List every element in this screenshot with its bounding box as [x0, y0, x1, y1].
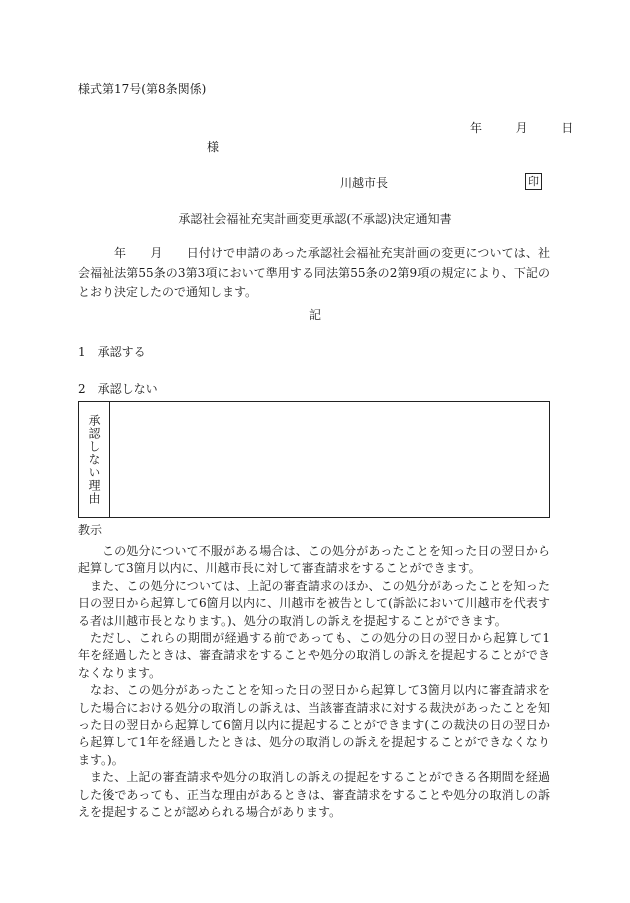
option-approve: 1 承認する	[78, 345, 146, 359]
instruction-paragraph: なお、この処分があったことを知った日の翌日から起算して3箇月以内に審査請求をした場合における処分の取消しの訴えは、当該審査請求に対する裁決があったことを知った日の翌日から起算して6箇月以内に提起することができます(この裁決の日の翌日から起算して1年を経過したときは、処分の取消しの訴えを提起することができなくなります。)。	[78, 683, 550, 767]
date-year: 年	[470, 121, 483, 135]
instruction-title: 教示	[78, 523, 103, 537]
date-day: 日	[561, 121, 574, 135]
form-number: 様式第17号(第8条関係)	[78, 82, 207, 96]
seal-mark: 印	[525, 173, 542, 190]
instruction-paragraph: ただし、これらの期間が経過する前であっても、この処分の日の翌日から起算して1年を経過したときは、審査請求をすることや処分の取消しの訴えを提起することができなくなります。	[78, 631, 550, 680]
addressee-suffix: 様	[207, 140, 220, 154]
date-month: 月	[515, 121, 528, 135]
ki-heading: 記	[308, 308, 321, 322]
reason-label: 承認しない理由	[79, 402, 110, 517]
option-disapprove: 2 承認しない	[78, 382, 158, 396]
intro-paragraph: 年 月 日付けで申請のあった承認社会福祉充実計画の変更については、社会福祉法第55条の3第3項において準用する同法第55条の2第9項の規定により、下記のとおり決定したので通知します。	[78, 246, 550, 299]
reason-content-area[interactable]	[110, 402, 549, 517]
document-title: 承認社会福祉充実計画変更承認(不承認)決定通知書	[178, 212, 452, 226]
instruction-paragraph: また、上記の審査請求や処分の取消しの訴えの提起をすることができる各期間を経過した後であっても、正当な理由があるときは、審査請求をすることや処分の取消しの訴えを提起することが認められる場合があります。	[78, 770, 550, 820]
date-line	[470, 119, 573, 136]
instruction-paragraph: この処分について不服がある場合は、この処分があったことを知った日の翌日から起算して3箇月以内に、川越市長に対して審査請求をすることができます。	[78, 544, 550, 576]
instruction-paragraph: また、この処分については、上記の審査請求のほか、この処分があったことを知った日の翌日から起算して6箇月以内に、川越市を被告として(訴訟において川越市を代表する者は川越市長となります。)、処分の取消しの訴えを提起することができます。	[78, 578, 550, 628]
issuer: 川越市長	[340, 176, 389, 190]
instructions	[78, 543, 550, 822]
reason-box	[78, 401, 550, 518]
